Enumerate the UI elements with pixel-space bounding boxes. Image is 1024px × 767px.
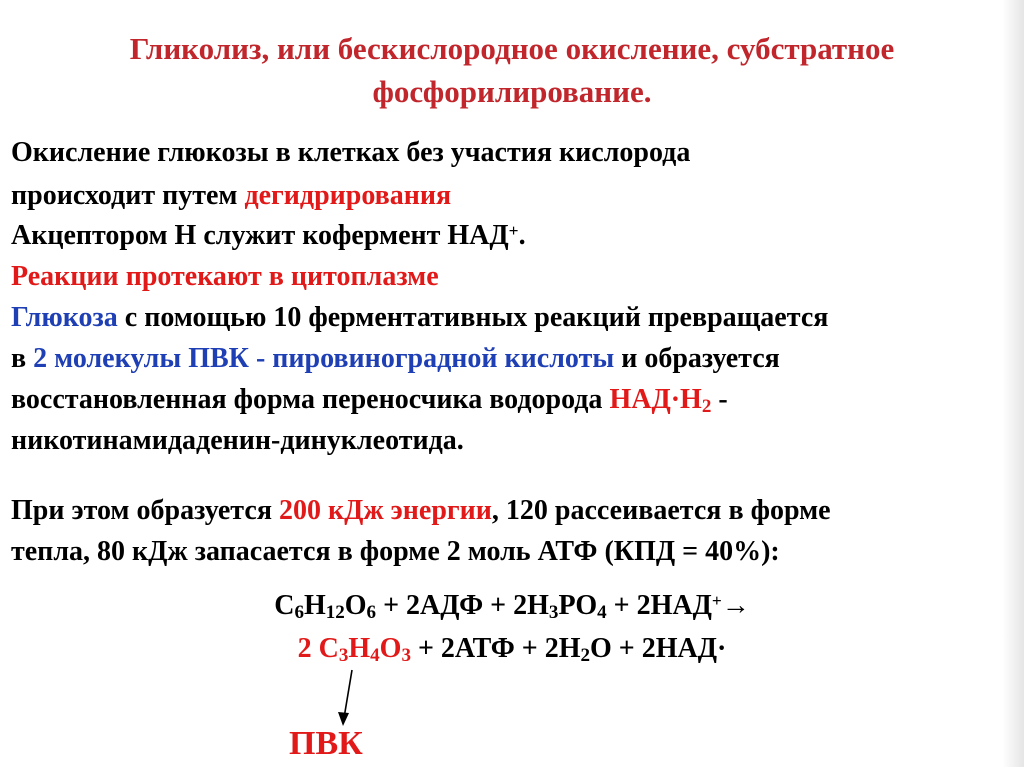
para1-line-1 xyxy=(11,137,690,169)
energy-200-term: 200 кДж энергии xyxy=(278,495,492,526)
para1-line-7-c: - xyxy=(711,384,728,415)
eq1-h-sub: 12 xyxy=(325,602,345,624)
para1-line-3-end: . xyxy=(518,220,526,251)
eq1-c: С xyxy=(274,590,295,621)
eq2-o-sub: 3 xyxy=(401,645,411,667)
para1-line-3-text: Акцептором Н служит кофермент НАД xyxy=(11,220,509,251)
para1-line-6 xyxy=(11,343,780,375)
equation-products xyxy=(0,633,1024,665)
para1-line-5-text: с помощью 10 ферментативных реакций превращается xyxy=(117,302,829,333)
eq2-rest-sub: 2 xyxy=(580,645,591,667)
pointer-arrow-icon xyxy=(330,668,360,728)
eq1-c-sub: 6 xyxy=(294,602,304,624)
para1-line-6-c: и образуется xyxy=(614,343,780,374)
eq1-h: Н xyxy=(303,590,326,621)
eq1-po: РО xyxy=(558,590,598,621)
nadh2-text: НАД·Н xyxy=(609,384,702,415)
para2-line-1-c: , 120 рассеивается в форме xyxy=(491,495,831,526)
para2-line-1-a: При этом образуется xyxy=(11,495,279,526)
dehydrogenation-term: дегидрирования xyxy=(244,180,452,211)
para1-line-1-text: Окисление глюкозы в клетках без участия кислорода xyxy=(11,137,691,168)
eq1-o-sub: 6 xyxy=(366,602,377,624)
para1-line-5 xyxy=(11,302,828,334)
eq2-rest-a: + 2АТФ + 2Н xyxy=(410,633,581,664)
para1-line-2-text: происходит путем xyxy=(11,180,245,211)
para1-line-4-text: Реакции протекают в цитоплазме xyxy=(11,261,439,292)
eq2-pvk-formula xyxy=(297,633,411,667)
eq1-tail-sup: + xyxy=(711,591,722,611)
para2-line-1 xyxy=(11,495,831,527)
eq1-mid: + 2АДФ + 2Н xyxy=(376,590,549,621)
reaction-arrow-icon: → xyxy=(721,590,750,621)
eq2-c: 2 С xyxy=(297,633,339,664)
pvk-molecules-term: 2 молекулы ПВК - пировиноградной кислоты xyxy=(33,343,615,374)
eq2-c-sub: 3 xyxy=(338,645,349,667)
para2-line-2-text: тепла, 80 кДж запасается в форме 2 моль АТФ (КПД = 40%): xyxy=(11,536,780,567)
eq2-rest-b: О + 2НАД· xyxy=(590,633,727,664)
eq1-tail: + 2НАД xyxy=(606,590,712,621)
slide-title-line-1: Гликолиз, или бескислородное окисление, субстратное xyxy=(129,31,895,66)
para1-line-8-text: никотинамидаденин-динуклеотида. xyxy=(11,425,464,456)
nadh2-sub: 2 xyxy=(701,396,712,418)
eq1-o: О xyxy=(344,590,367,621)
eq2-h: Н xyxy=(348,633,371,664)
slide-title-line-2: фосфорилирование. xyxy=(372,74,652,109)
para1-line-2 xyxy=(11,180,451,212)
nad-plus-sup: + xyxy=(508,221,519,241)
eq2-h-sub: 4 xyxy=(370,645,380,667)
equation-reactants xyxy=(0,590,1024,622)
nadh2-term xyxy=(609,384,712,418)
para1-line-7-a: восстановленная форма переносчика водорода xyxy=(11,384,610,415)
eq2-o: О xyxy=(379,633,402,664)
para1-line-4-cytoplasm xyxy=(11,261,439,293)
para2-line-2 xyxy=(11,536,780,568)
para1-line-6-a: в xyxy=(11,343,34,374)
glucose-term: Глюкоза xyxy=(11,302,118,333)
eq1-h3-sub: 3 xyxy=(548,602,559,624)
para1-line-7 xyxy=(11,384,728,416)
pvk-label: ПВК xyxy=(289,725,363,762)
eq1-po-sub: 4 xyxy=(597,602,607,624)
para1-line-8 xyxy=(11,425,464,457)
para1-line-3 xyxy=(11,220,526,252)
